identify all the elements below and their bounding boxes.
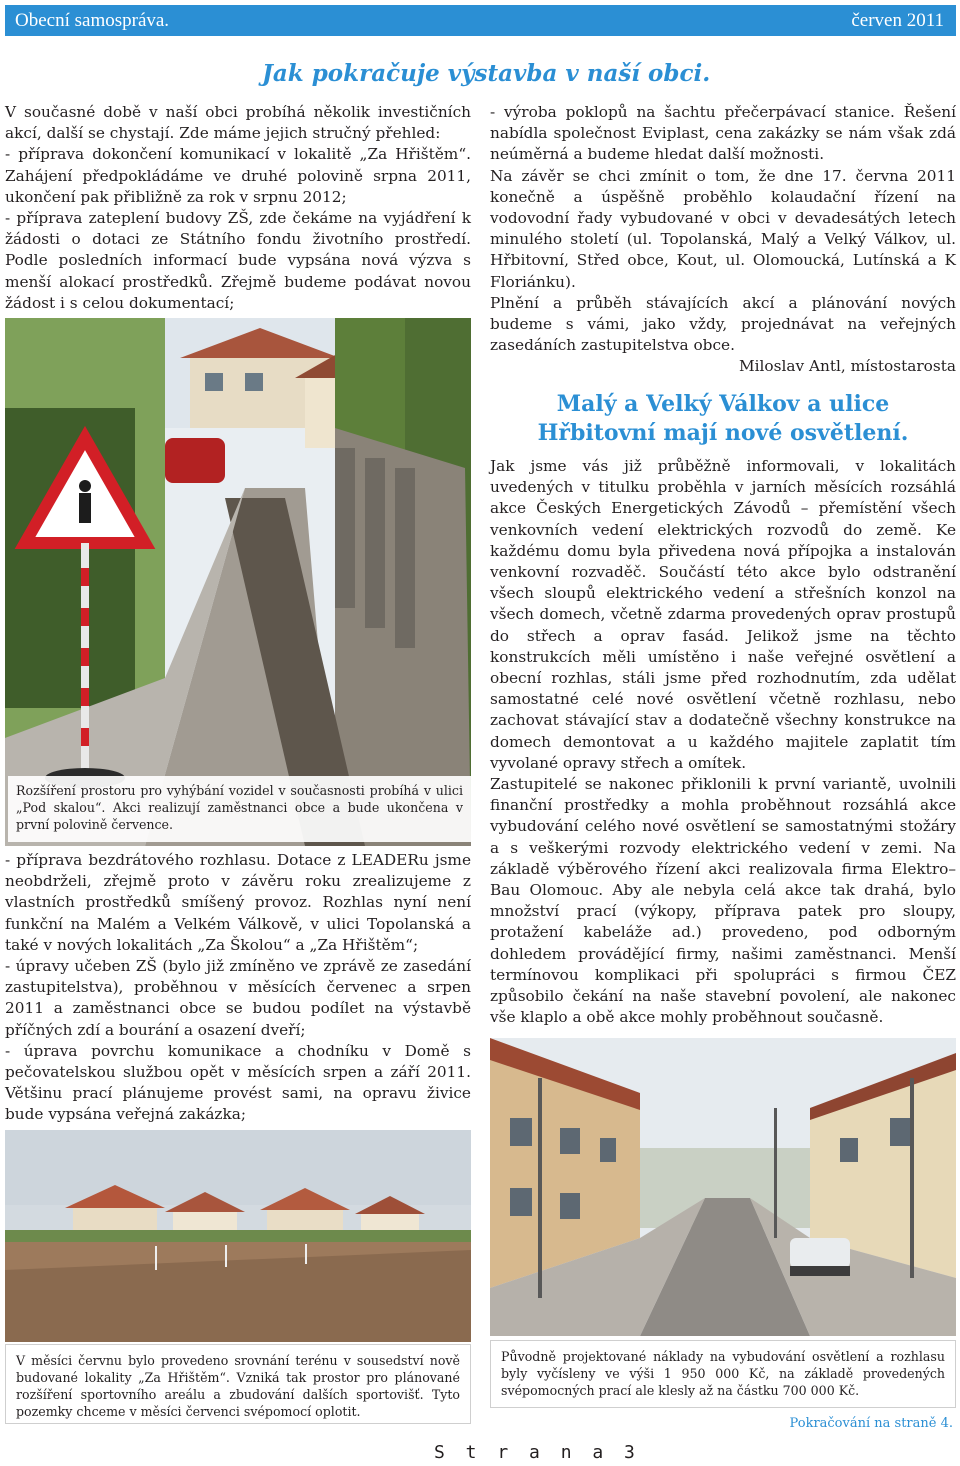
continue-note: Pokračování na straně 4. [789,1416,953,1431]
photo-road-construction [5,318,471,846]
paragraph: V současné době v naší obci probíhá několik investičních akcí, další se chystají. Zde máme jejich stručný přehled: [5,103,471,143]
photo-sports-ground-caption: V měsíci červnu bylo provedeno srovnání terénu v sousedství nově budované lokality „Za Hřištěm“. Vzniká tak prostor pro plánované rozšíření sportovního areálu a zbudování dalších sportovišť. Tyto pozemky chceme v měsíci červenci svépomocí oplotit. [5,1344,471,1424]
paragraph: - úpravy učeben ZŠ (bylo již zmíněno ve zprávě ze zasedání zastupitelstva), proběhnou v měsících červenec a srpen 2011 a zaměstnanci obce se budou podílet na výstavbě příčných zdí a bourání a osazení dveří; [5,957,471,1039]
subtitle-line-2: Hřbitovní mají nové osvětlení. [537,420,909,446]
article-title: Jak pokračuje výstavba v naší obci. [262,60,711,87]
subtitle-line-1: Malý a Velký Válkov a ulice [556,391,890,417]
photo-road-construction-image [5,318,471,846]
paragraph: - výroba poklopů na šachtu přečerpávací stanice. Řešení nabídla společnost Eviplast, cena zakázky se nám však zdá neúměrná a budeme hledat další možnosti. [490,103,956,164]
section-label: Obecní samospráva. [15,10,170,31]
page-number: S t r a n a 3 [434,1442,640,1463]
paragraph: - příprava bezdrátového rozhlasu. Dotace z LEADERu jsme neobdrželi, zřejmě proto v závěru roku zrealizujeme z vlastních prostředků smíšený provoz. Rozhlas nyní není funkční na Malém a Velkém Válkově, v ulici Topolanská a také v nových lokalitách „Za Školou“ a „Za Hřištěm“; [5,851,471,954]
paragraph: - příprava dokončení komunikací v lokalitě „Za Hřištěm“. Zahájení předpokládáme ve druhé polovině srpna 2011, ukončení pak přibližně za rok v srpnu 2012; [5,145,471,206]
section-subtitle [490,390,956,448]
paragraph: Plnění a průběh stávajících akcí a plánování nových budeme s vámi, jako vždy, projednávat na veřejných zasedáních zastupitelstva obce. [490,293,956,355]
photo-street-lighting-caption: Původně projektované náklady na vybudování osvětlení a rozhlasu byly vyčísleny ve výši 1 950 000 Kč, na základě provedených svépomocných prací ale klesly až na částku 700 000 Kč. [490,1340,956,1408]
header-bar [5,5,956,36]
photo-street-lighting [490,1038,956,1336]
paragraph: - úprava povrchu komunikace a chodníku v Domě s pečovatelskou službou opět v měsících srpen a září 2011. Většinu prací plánujeme provést sami, na opravu živice bude vypsána veřejná zakázka; [5,1041,471,1124]
signature: Miloslav Antl, místostarosta [738,357,956,376]
paragraph: Zastupitelé se nakonec přiklonili k první variantě, uvolnili finanční prostředky a mohla proběhnout rozsáhlá akce vybudování celého nové osvětlení se samostatnými stožáry a s veškerými rozvody elektrického vedení v zemi. Na základě výběrového řízení akci realizovala firma Elektro– Bau Olomouc. Aby ale nebyla celá akce tak drahá, bylo množství prací (výkopy, příprava patek pro sloupy, protažení kabeláže ad.) provedeno, pod odborným dohledem provádějící firmy, našimi zaměstnanci. Menší termínovou komplikaci při spolupráci s firmou ČEZ způsobilo čekání na naše stavební povolení, ale nakonec vše klaplo a obě akce mohly proběhnout současně. [490,775,956,1027]
right-column-top [490,102,956,378]
paragraph: Na závěr se chci zmínit o tom, že dne 17. června 2011 konečně a úspěšně proběhlo kolaudační řízení na vodovodní řady vybudované v obci v devadesátých letech minulého století (ul. Topolanská, Malý a Velký Válkov, ul. Hřbitovní, Střed obce, Kout, ul. Olomoucká, Lutínská a K Floriánku). [490,166,956,291]
photo-sports-ground-image [5,1130,471,1342]
photo-sports-ground [5,1130,471,1342]
paragraph: - příprava zateplení budovy ZŠ, zde čekáme na vyjádření k žádosti o dotaci ze Státního fondu životního prostředí. Podle posledních informací bude vypsána nová výzva s menší alokací prostředků. Zřejmě budeme podávat novou žádost i s celou dokumentací; [5,209,471,312]
left-column-top [5,102,471,314]
left-column-bottom [5,850,471,1126]
right-column-bottom [490,456,956,1028]
photo-street-lighting-image [490,1038,956,1336]
paragraph: Jak jsme vás již průběžně informovali, v lokalitách uvedených v titulku proběhla v jarních měsících rozsáhlá akce Českých Energetických Závodů – přemístění všech venkovních vedení elektrických rozvodů do země. Ke každému domu byla přivedena nová přípojka a instalován venkovní rozvaděč. Součástí této akce bylo odstranění všech sloupů elektrického vedení a střešních konzol na všech domech, včetně zdarma provedených oprav prostupů do střech a oprav fasád. Jelikož jsme na těchto konstrukcích měli umístěno i naše veřejné osvětlení a obecní rozhlas, stáli jsme před rozhodnutím, zda udělat samostatné celé nové osvětlení včetně rozhlasu, nebo zachovat stávající stav a dodatečně všechny konstrukce na domech demontovat a u každého majitele zaplatit tím vyvolané opravy střech a omítek. [490,457,956,772]
photo-road-construction-caption: Rozšíření prostoru pro vyhýbání vozidel v současnosti probíhá v ulici „Pod skalou“. Akci realizují zaměstnanci obce a bude ukončena v první polovině července. [8,776,471,842]
issue-date: červen 2011 [851,10,944,31]
